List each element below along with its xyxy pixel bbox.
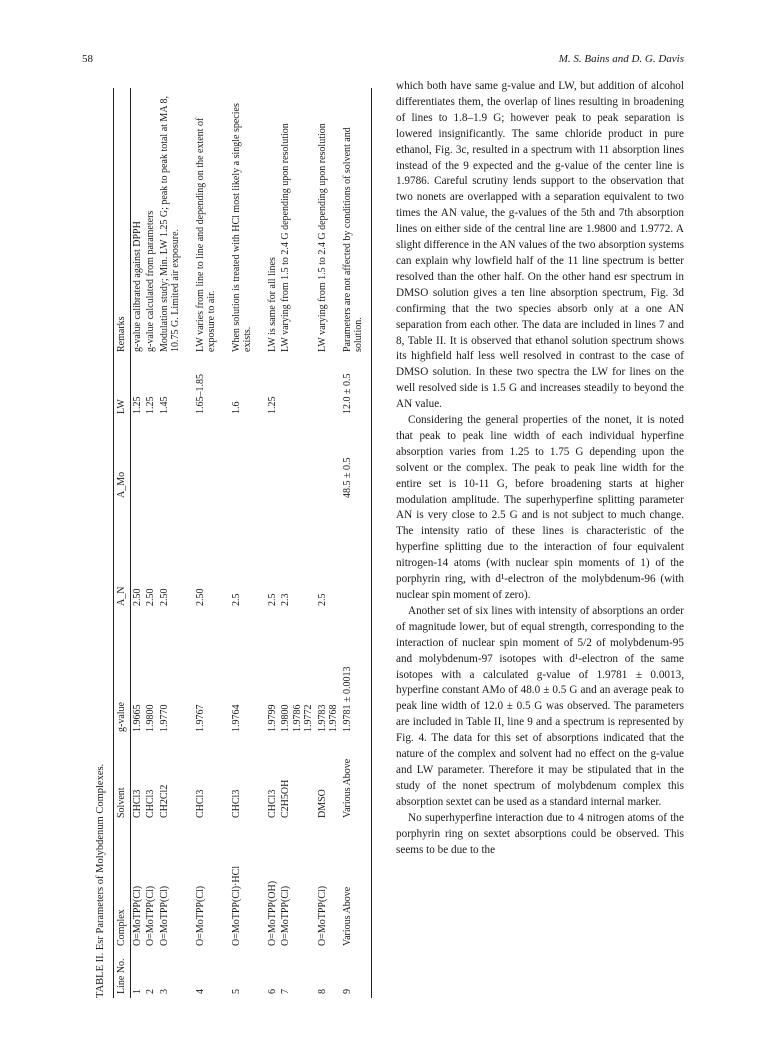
page-number: 58 (82, 53, 93, 65)
cell-line-no: 2 (145, 989, 157, 994)
cell-g-value: 1.9781 ± 0.0013 (341, 610, 372, 736)
cell-solvent: CHCl3 (230, 789, 242, 818)
cell-g-value: 1.9767 (194, 704, 206, 732)
cell-an: 2.5 (316, 593, 328, 606)
cell-complex: O=MoTPP(Cl) (131, 885, 143, 946)
cell-lw: 1.65–1.85 (194, 374, 206, 414)
body-paragraph: Considering the general properties of the nonet, it is noted that peak to peak line width of each individual hyperfine absorption varies from 1.25 to 1.75 G depending upon the solvent or the complex. The peak to peak line width for the entire set is 10-11 G, before broadening starts at higher modulation amplitude. The superhyperfine splitting parameter AN is very close to 2.5 G and is not subject to much change. The intensity ratio of these lines is characteristic of the hyperfine splitting due to the interaction of four equivalent nitrogen-14 atoms (with nuclear spin moments of 1) of the porphyrin ring, with d¹-electron of the molybdenum-96 (with nuclear spin moment of zero). (396, 414, 684, 601)
cell-complex: O=MoTPP(Cl) (316, 885, 328, 946)
cell-g-value: 1.9799 (266, 704, 278, 732)
cell-line-no: 9 (341, 950, 372, 998)
cell-solvent: CHCl3 (266, 789, 278, 818)
cell-amo (279, 418, 316, 502)
cell-solvent: C2H5OH (280, 779, 292, 818)
cell-line-no: 8 (316, 989, 328, 994)
cell-remarks: LW varying from 1.5 to 2.4 G depending upon resolution (280, 123, 292, 352)
cell-an: 2.5 (266, 593, 278, 606)
table-row (183, 88, 219, 998)
table-ii (95, 88, 397, 998)
col-header-lw: LW (114, 356, 131, 418)
body-paragraph: Another set of six lines with intensity of absorptions an order of magnitude lower, but of equal strength, corresponding to the interaction of nuclear spin moment of 5/2 of molybdenum-95 and molybdenum-97 isotopes with d¹-electron of the same isotopes with a calculated g-value of 1.9781 ± 0.0013, hyperfine constant AMo of 48.0 ± 0.5 G and an average peak to peak line width of 12.0 ± 0.5 G was observed. The parameters are included in Table II, line 9 and a spectrum is represented by Fig. 4. The data for this set of absorptions indicated that the nature of the complex and solvent had no effect on the g-value and LW parameter. Therefore it may be stipulated that in the study of the nonet spectrum of molybdenum complex this absorption sextet can be used as a standard internal marker. (396, 604, 684, 808)
cell-an: 2.50 (158, 588, 170, 606)
col-header-amo: A_Mo (114, 418, 131, 502)
cell-an: 2.3 (280, 593, 292, 606)
cell-an (341, 502, 372, 610)
cell-remarks: Parameters are not affected by conditions of solvent and solution. (341, 88, 372, 356)
body-paragraph: No superhyperfine interaction due to 4 nitrogen atoms of the porphyrin ring on sextet absorptions could be observed. This seems to be due to the (396, 811, 684, 856)
cell-lw: 1.25 (266, 396, 278, 414)
table-row (158, 88, 183, 998)
table-row (255, 88, 280, 998)
cell-complex: O=MoTPP(OH) (266, 880, 278, 946)
cell-solvent: CHCl3 (131, 789, 143, 818)
cell-lw: 1.45 (158, 396, 170, 414)
cell-amo (316, 418, 341, 502)
col-header-an: A_N (114, 502, 131, 610)
cell-lw: 1.6 (230, 401, 242, 414)
body-paragraph: which both have same g-value and LW, but addition of alcohol differentiates them, the overlap of lines resulting in broadening of lines to 1.8–1.9 G; however peak to peak separation is lowered insignificantly. The same chloride product in pure ethanol, Fig. 3c, resulted in a spectrum with 11 absorption lines instead of the 9 expected and the g-value of the center line is 1.9786. Careful scrutiny lends support to the observation that two nonets are overlapped with a separation equivalent to two times the AN value, the g-values of the 5th and 7th absorption lines on either side of the central line are 1.9800 and 1.9772. A slight difference in the AN values of the two absorption systems can explain why lowfield half of the 11 line spectrum is better resolved than the other half. On the other hand esr spectrum in DMSO solution gives a ten line absorption spectrum, Fig. 3d confirming that the two species absorb only at a one AN separation from each other. The data are included in lines 7 and 8, Table II. It is observed that ethanol solution spectrum shows its highfield half less well resolved in contrast to the case of DMSO solution. In these two spectra the LW for lines on the well resolved side is 1.5 G and increases steadily to beyond the AN value. (396, 80, 684, 411)
running-head: M. S. Bains and D. G. Davis (558, 53, 684, 65)
table-row (130, 88, 144, 998)
cell-complex: Various Above (341, 822, 372, 950)
cell-remarks: Modulation study; Min. LW 1.25 G; peak to peak total at MA 8, 10.75 G. Limited air exposure. (158, 96, 182, 352)
cell-remarks: LW varying from 1.5 to 2.4 G depending upon resolution (316, 123, 328, 352)
cell-remarks: LW varies from line to line and depending on the extent of exposure to air. (194, 117, 218, 352)
cell-line-no: 7 (280, 989, 292, 994)
cell-g-value: 1.9783 1.9768 (316, 704, 340, 732)
cell-amo (183, 418, 219, 502)
cell-lw (316, 356, 341, 418)
table-row (316, 88, 341, 998)
esr-parameters-table (113, 88, 372, 998)
cell-amo: 48.5 ± 0.5 (341, 418, 372, 502)
cell-solvent: CHCl3 (194, 789, 206, 818)
cell-amo (144, 418, 158, 502)
cell-an: 2.50 (131, 588, 143, 606)
cell-complex: O=MoTPP(Cl) (280, 885, 292, 946)
cell-g-value: 1.9770 (158, 704, 170, 732)
cell-amo (255, 418, 280, 502)
table-caption: TABLE II. Esr Parameters of Molybdenum Complexes. (95, 763, 106, 998)
cell-an: 2.50 (194, 588, 206, 606)
table-row (279, 88, 316, 998)
cell-g-value: 1.9800 1.9786 1.9772 (280, 704, 315, 732)
cell-line-no: 3 (158, 989, 170, 994)
cell-amo (158, 418, 183, 502)
cell-complex: O=MoTPP(Cl) (145, 885, 157, 946)
cell-line-no: 5 (230, 989, 242, 994)
cell-line-no: 1 (131, 989, 143, 994)
table-header-row (114, 88, 131, 998)
cell-remarks: g-value calibrated against DPPH (131, 221, 143, 352)
cell-lw: 12.0 ± 0.5 (341, 356, 372, 418)
table-row (219, 88, 255, 998)
col-header-g-value: g-value (114, 610, 131, 736)
cell-lw: 1.25 (131, 396, 143, 414)
cell-amo (130, 418, 144, 502)
cell-solvent: Various Above (341, 736, 372, 822)
col-header-remarks: Remarks (114, 88, 131, 356)
cell-amo (219, 418, 255, 502)
cell-complex: O=MoTPP(Cl) (158, 885, 170, 946)
cell-g-value: 1.9800 (145, 704, 157, 732)
cell-lw: 1.25 (145, 396, 157, 414)
col-header-complex: Complex (114, 822, 131, 950)
cell-an: 2.5 (230, 593, 242, 606)
table-row (341, 88, 372, 998)
cell-solvent: CH2Cl2 (158, 784, 170, 818)
col-header-solvent: Solvent (114, 736, 131, 822)
cell-an: 2.50 (145, 588, 157, 606)
table-row (144, 88, 158, 998)
cell-remarks: LW is same for all lines (266, 257, 278, 352)
cell-line-no: 6 (266, 989, 278, 994)
cell-complex: O=MoTPP(Cl) (194, 885, 206, 946)
cell-g-value: 1.9764 (230, 704, 242, 732)
cell-remarks: When solution is treated with HCl most likely a single species exists. (230, 103, 254, 352)
body-text-column (396, 79, 684, 858)
cell-solvent: DMSO (316, 789, 328, 818)
cell-g-value: 1.9665 (131, 704, 143, 732)
cell-lw (279, 356, 316, 418)
cell-line-no: 4 (194, 989, 206, 994)
cell-solvent: CHCl3 (145, 789, 157, 818)
cell-complex: O=MoTPP(Cl)·HCl (230, 865, 242, 946)
cell-remarks: g-value calculated from parameters (145, 210, 157, 352)
col-header-line-no: Line No. (114, 950, 131, 998)
